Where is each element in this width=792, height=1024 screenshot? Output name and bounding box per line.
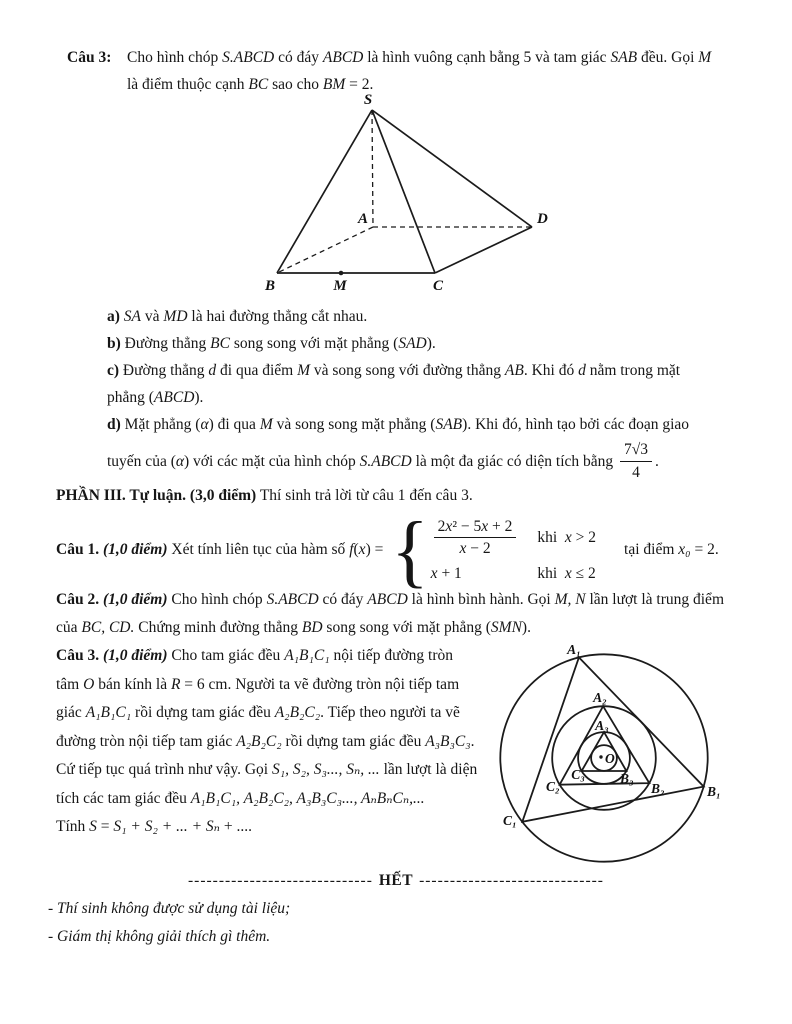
text-segment: S₁ + S₂ + ... + Sₙ [113,818,220,835]
label-S: S [363,94,373,108]
text-segment: Cho tam giác đều [167,647,285,664]
label-C1: C₁ [503,813,517,828]
text-segment: lần lượt là trung điểm [585,591,724,608]
text-segment: tuyến của ( [107,452,176,470]
text-segment: A₁B₁C₁ [284,647,330,664]
statement-a [107,303,752,330]
label-B: B [264,278,276,294]
text-segment: Mặt phẳng ( [124,416,201,433]
piecewise-function [431,517,596,584]
statement-d-line2 [107,438,752,484]
text-segment: d) [107,416,125,433]
text-segment: Chứng minh đường thẳng [134,619,302,636]
statement-c-line1 [107,357,752,384]
statement-c-line2 [107,384,752,411]
text-segment: BC, CD. [81,619,135,636]
text-segment: SAD [398,335,427,352]
text-segment: Cho hình chóp [127,49,223,66]
text-segment: có đáy [318,591,368,608]
text-segment: Cho hình chóp [167,591,267,608]
text-segment: S.ABCD [222,49,275,66]
text-segment: tâm [56,675,84,693]
text-segment: A₁B₁C₁ [85,704,132,721]
text-segment: BD [301,619,323,636]
fraction-numerator [434,517,517,538]
text-segment: MD [163,308,188,325]
text-segment: A₂B₂C₂ [274,704,321,721]
text-segment: ) = [365,541,388,558]
text-segment: SAB [435,416,463,433]
text-segment: . [655,452,659,470]
text-segment: rồi dựng tam giác đều [131,704,275,721]
text-segment: = 2. [345,76,374,93]
fraction-denominator [455,538,494,558]
essay-question-2 [56,586,766,642]
end-divider-dashes-left: ------------------------------ [188,872,373,889]
text-segment: song song với mặt phẳng ( [322,619,491,636]
text-segment: có đáy [274,49,323,66]
statement-b [107,330,752,357]
pyramid-figure [256,94,576,300]
text-segment: Câu 2. [56,591,103,608]
label-A2: A₂ [593,690,607,705]
label-C: C [432,278,444,294]
text-segment: Câu 1. [56,541,103,558]
statement-d-line1 [107,411,752,438]
label-M: M [333,278,347,294]
text-segment: BC [248,76,269,93]
text-segment: phẳng ( [107,389,154,406]
exam-notes [48,895,290,951]
text-segment: d [578,362,586,379]
fraction-numerator: 7√3 [620,440,652,461]
essay-q3-line6 [56,785,496,814]
essay-q3-line4 [56,728,496,757]
center-O-dot [599,755,602,758]
essay-q1-intro [56,541,387,559]
end-divider-label: HẾT [378,872,414,889]
label-C2: C₂ [546,779,560,794]
text-segment: là một đa giác có diện tích bằng [411,452,618,470]
text-segment: đường tròn nội tiếp tam giác [56,732,237,750]
text-segment: M [297,362,311,379]
label-B2: B₂ [651,781,665,796]
text-segment: M [698,49,712,66]
end-divider [0,872,792,890]
text-segment: khi [537,528,565,546]
text-segment: của [56,619,82,636]
text-segment: x [564,565,572,583]
text-segment: ² − 5 [452,517,482,535]
point-M-dot [339,271,344,276]
part-3-heading [56,487,756,505]
text-segment: A₃B₃C₃ [425,732,471,750]
text-segment: là hình bình hành. Gọi [407,591,555,608]
essay-question-1: Câu 1. (1,0 điểm) Xét tính liên tục của hàm số f(x) = { $\frac{\text{2x² − 5x + 2}}{x - 2}$ khi x > 2 x + 1 khi x ≤ 2 tại điểm x₀ = 2. [56,503,719,596]
label-B3: B₃ [620,771,634,786]
triangles [522,657,703,821]
text-segment: nội tiếp đường tròn [329,647,454,664]
text-segment: ( [353,541,359,558]
text-segment: là hình vuông cạnh bằng 5 và tam giác [363,49,611,66]
text-segment: A₁B₁C₁, A₂B₂C₂, A₃B₃C₃..., AₙBₙCₙ,... [190,789,425,807]
text-segment: ). [521,619,531,636]
text-segment: Xét tính liên tục của hàm số [167,541,350,558]
text-segment: M, N [554,591,586,608]
label-C3: C₃ [571,767,585,782]
text-segment: + 2 [488,517,513,535]
essay-q3-line2 [56,671,496,700]
text-segment: (1,0 điểm) [102,541,168,558]
text-segment: d [208,362,217,379]
label-A1: A₁ [567,642,581,657]
fraction [620,440,652,482]
text-segment: − 2 [466,540,491,557]
text-segment: ) với các mặt của hình chóp [184,452,360,470]
text-segment: Tính [56,818,90,835]
fraction [434,517,517,559]
piecewise-expression-2 [431,565,462,583]
text-segment: Đường thẳng [122,362,209,379]
text-segment: S.ABCD [359,452,412,470]
label-A3: A₃ [595,718,609,733]
text-segment: x [430,565,438,583]
label-D: D [537,211,548,227]
fraction-denominator: 4 [632,463,640,481]
essay-q3-line3 [56,699,496,728]
text-segment: bán kính là [94,675,171,693]
text-segment: x [358,541,366,558]
label-A: A [357,211,368,227]
text-segment: rồi dựng tam giác đều [281,732,426,750]
text-segment: . Khi đó [523,362,579,379]
text-segment: ) đi qua [208,416,260,433]
text-segment: Thí sinh trả lời từ câu 1 đến câu 3. [256,487,473,504]
text-segment: đều. Gọi [637,49,699,66]
essay-question-3 [56,642,496,842]
text-segment: M [259,416,273,433]
text-segment: và song song với đường thẳng [310,362,505,379]
text-segment: song song với mặt phẳng ( [229,335,399,352]
text-segment: α [200,416,209,433]
text-segment: Đường thẳng [124,335,211,352]
text-segment: x₀ [678,541,691,558]
piecewise-condition-1 [537,529,596,547]
text-segment: tích các tam giác đều [56,789,191,807]
text-segment: x [459,540,467,557]
text-segment: khi [537,565,565,583]
text-segment: α [175,452,184,470]
text-segment: R [170,675,181,693]
text-segment: c) [107,362,123,379]
note-no-explanation: - Giám thị không giải thích gì thêm. [48,928,271,945]
text-segment: A₂B₂C₂ [236,732,282,750]
text-segment: PHẦN III. Tự luận. (3,0 điểm) [56,487,257,504]
text-segment: tại điểm [624,541,679,558]
essay-q3-line1 [56,642,496,671]
question-3 [67,44,792,98]
text-segment: giác [56,704,86,721]
text-segment: là điểm thuộc cạnh [127,76,249,93]
essay-q1-at-point [624,541,719,559]
text-segment: x [481,517,489,535]
text-segment: O [83,675,95,693]
essay-q3-line5 [56,756,496,785]
text-segment: (1,0 điểm) [102,647,168,664]
text-segment: lần lượt là diện [379,761,478,778]
text-segment: f [349,541,354,558]
nested-triangles-figure [490,636,732,868]
text-segment: = [96,818,114,835]
question-3-statements [107,303,752,484]
label-O: O [605,751,615,766]
text-segment: nằm trong mặt [585,362,681,379]
text-segment: b) [107,335,125,352]
text-segment: . [470,732,475,750]
question-3-number: Câu 3: [67,49,112,66]
text-segment: ABCD [153,389,195,406]
text-segment: sao cho [268,76,323,93]
essay-q2-line1 [56,586,766,614]
end-divider-dashes-right: ------------------------------ [419,872,604,889]
text-segment: SMN [490,619,522,636]
text-segment: ). Khi đó, hình tạo bởi các đoạn giao [462,416,690,433]
text-segment: x [564,528,572,546]
text-segment: là hai đường thẳng cắt nhau. [187,308,368,325]
text-segment: S.ABCD [266,591,319,608]
text-segment: a) [107,308,124,325]
pyramid-solid-edges [277,110,532,273]
text-segment: (1,0 điểm) [102,591,168,608]
text-segment: = 6 cm. Người ta vẽ đường tròn nội tiếp tam [180,675,460,693]
text-segment: và [141,308,164,325]
question-3-text-line1 [127,44,792,71]
text-segment: + 1 [437,565,462,583]
label-B1: B₁ [707,784,721,799]
text-segment: SAB [610,49,638,66]
text-segment: + .... [219,818,252,835]
text-segment: ). [194,389,204,406]
text-segment: ). [426,335,436,352]
text-segment: SA [123,308,142,325]
text-segment: S [89,818,97,835]
text-segment: BM [322,76,346,93]
text-segment: . Tiếp theo người ta vẽ [320,704,460,721]
text-segment: 2 [437,517,446,535]
note-no-materials: - Thí sinh không được sử dụng tài liệu; [48,900,291,917]
text-segment: S₁, S₂, S₃..., Sₙ, ... [271,761,380,778]
text-segment: AB [504,362,524,379]
text-segment: Câu 3. [56,647,103,664]
text-segment: và song song mặt phẳng ( [272,416,436,433]
text-segment: BC [210,335,230,352]
piecewise-condition-2 [537,565,595,583]
text-segment: đi qua điểm [216,362,298,379]
text-segment: ≤ 2 [571,565,596,583]
essay-q3-line7 [56,813,496,842]
text-segment: Cứ tiếp tục quá trình như vậy. Gọi [56,761,272,778]
text-segment: x [445,517,453,535]
text-segment: ABCD [322,49,364,66]
text-segment: ABCD [367,591,408,608]
text-segment: > 2 [571,528,597,546]
text-segment: = 2. [690,541,719,558]
